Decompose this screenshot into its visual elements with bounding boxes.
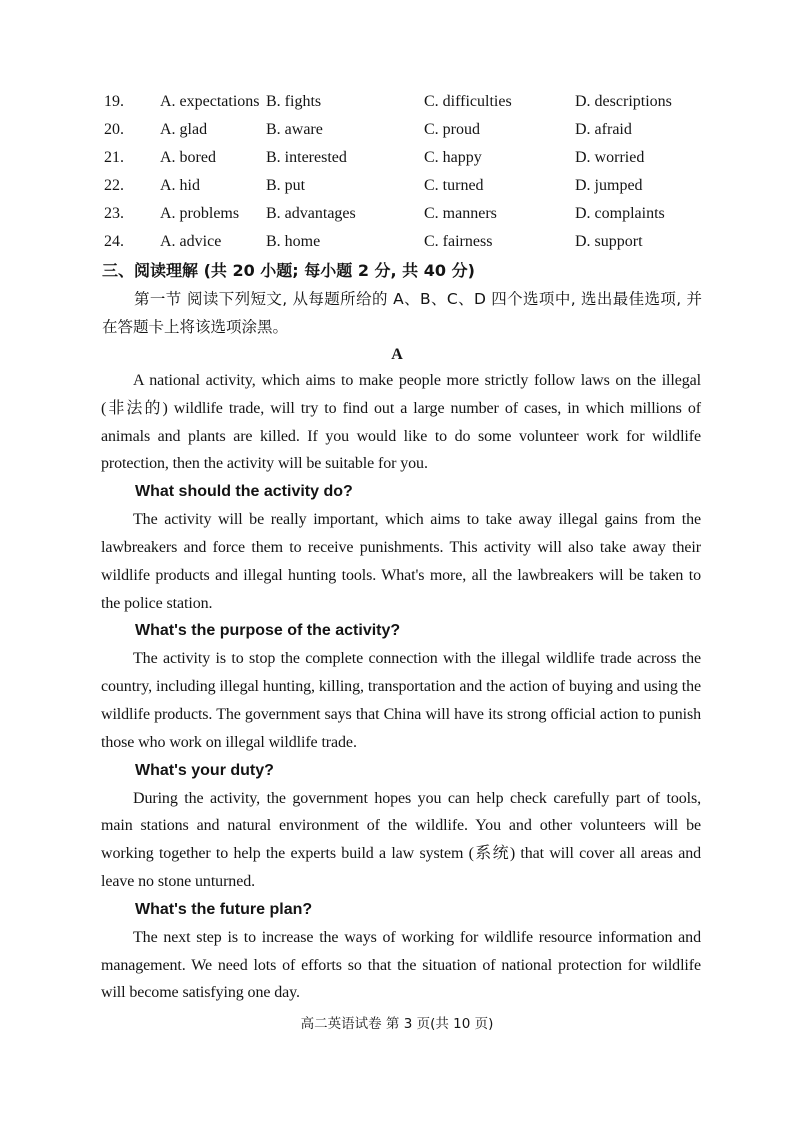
option-b: B. put [266, 177, 306, 194]
passage-paragraph: The next step is to increase the ways of working for wildlife resource information and management. We need lots of efforts so that the situation of national protection for wildlife will become satisfying one day. [101, 928, 701, 1002]
option-row-19 [0, 88, 794, 116]
question-number: 20. [104, 121, 124, 138]
option-d: D. complaints [575, 205, 665, 222]
option-c: C. happy [424, 149, 482, 166]
passage-heading: What should the activity do? [135, 483, 353, 501]
page-footer: 高二英语试卷 第 3 页(共 10 页) [300, 1016, 494, 1032]
option-a: A. hid [160, 177, 200, 194]
option-row-21 [0, 144, 794, 172]
option-d: D. jumped [575, 177, 643, 194]
passage-paragraph: The activity is to stop the complete connection with the illegal wildlife trade across the country, including illegal hunting, killing, transportation and the action of buying and using the wildlife products. The government says that China will have its strong official action to punish those who work on illegal wildlife trade. [101, 650, 701, 751]
cloze-options [0, 88, 794, 256]
option-b: B. fights [266, 93, 322, 110]
passage-intro: A national activity, which aims to make people more strictly follow laws on the illegal (非法的) wildlife trade, will try to find out a large number of cases, in which millions of animals and plants are killed. If you would like to do some volunteer work for wildlife protection, then the activity will be suitable for you. [101, 372, 701, 473]
option-c: C. manners [424, 205, 497, 222]
option-d: D. descriptions [575, 93, 672, 110]
option-c: C. difficulties [424, 93, 512, 110]
question-number: 19. [104, 93, 124, 110]
question-number: 21. [104, 149, 124, 166]
option-c: C. fairness [424, 233, 493, 250]
option-row-24 [0, 228, 794, 256]
option-row-20 [0, 116, 794, 144]
passage-a [101, 367, 701, 1007]
option-a: A. expectations [160, 93, 260, 110]
section-title: 三、阅读理解 (共 20 小题; 每小题 2 分, 共 40 分) [102, 261, 475, 280]
question-number: 23. [104, 205, 124, 222]
option-a: A. advice [160, 233, 222, 250]
passage-heading: What's the future plan? [135, 900, 313, 918]
option-a: A. glad [160, 121, 208, 138]
option-a: A. problems [160, 205, 240, 222]
section-instruction: 第一节 阅读下列短文, 从每题所给的 A、B、C、D 四个选项中, 选出最佳选项, 并在答题卡上将该选项涂黑。 [102, 290, 702, 336]
question-number: 22. [104, 177, 124, 194]
option-d: D. worried [575, 149, 645, 166]
option-c: C. proud [424, 121, 480, 138]
option-d: D. afraid [575, 121, 632, 138]
option-b: B. aware [266, 121, 323, 138]
option-b: B. interested [266, 149, 347, 166]
option-row-22 [0, 172, 794, 200]
passage-heading: What's your duty? [135, 761, 274, 779]
option-d: D. support [575, 233, 643, 250]
option-a: A. bored [160, 149, 216, 166]
passage-paragraph: During the activity, the government hopes you can help check carefully part of tools, main stations and natural environment of the wildlife. You and other volunteers will be working together to help the experts build a law system (系统) that will cover all areas and leave no stone unturned. [101, 789, 701, 890]
option-b: B. home [266, 233, 321, 250]
option-b: B. advantages [266, 205, 356, 222]
question-number: 24. [104, 233, 124, 250]
option-c: C. turned [424, 177, 484, 194]
option-row-23 [0, 200, 794, 228]
passage-paragraph: The activity will be really important, which aims to take away illegal gains from the lawbreakers and force them to receive punishments. This activity will also take away their wildlife products and illegal hunting tools. What's more, all the lawbreakers will be taken to the police station. [101, 511, 701, 612]
passage-heading: What's the purpose of the activity? [135, 622, 401, 640]
passage-label: A [391, 346, 403, 363]
